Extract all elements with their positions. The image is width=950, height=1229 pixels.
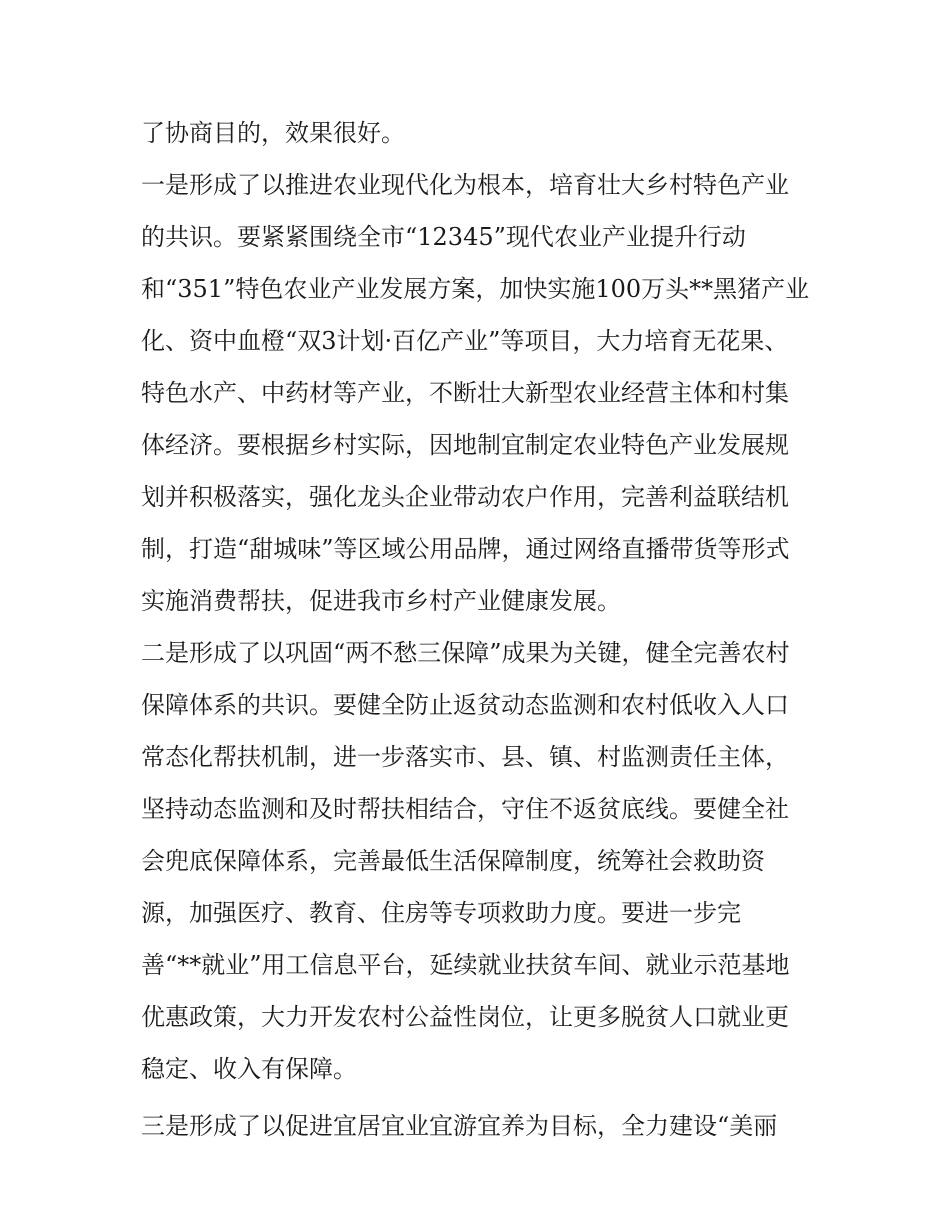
text-line: 优惠政策，大力开发农村公益性岗位，让更多脱贫人口就业更 bbox=[141, 1003, 789, 1031]
text-line: 的共识。要紧紧围绕全市“12345”现代农业产业提升行动 bbox=[141, 223, 746, 251]
text-line: 体经济。要根据乡村实际，因地制宜制定农业特色产业发展规 bbox=[141, 431, 789, 459]
text-line: 常态化帮扶机制，进一步落实市、县、镇、村监测责任主体， bbox=[141, 743, 789, 771]
text-line: 划并积极落实，强化龙头企业带动农户作用，完善利益联结机 bbox=[141, 483, 789, 511]
text-line: 化、资中血橙“双3计划·百亿产业”等项目，大力培育无花果、 bbox=[141, 327, 789, 355]
text-line: 特色水产、中药材等产业，不断壮大新型农业经营主体和村集 bbox=[141, 379, 789, 407]
body-text bbox=[141, 107, 821, 1152]
text-line: 源，加强医疗、教育、住房等专项救助力度。要进一步完 bbox=[141, 899, 741, 927]
text-line: 保障体系的共识。要健全防止返贫动态监测和农村低收入人口 bbox=[141, 691, 789, 719]
text-line: 了协商目的，效果很好。 bbox=[141, 119, 405, 147]
text-line: 会兜底保障体系，完善最低生活保障制度，统筹社会救助资 bbox=[141, 847, 765, 875]
paragraph-3-start: 三是形成了以促进宜居宜业宜游宜养为目标，全力建设“美丽 bbox=[141, 1112, 778, 1140]
text-line: 坚持动态监测和及时帮扶相结合，守住不返贫底线。要健全社 bbox=[141, 795, 789, 823]
paragraph-1-start: 一是形成了以推进农业现代化为根本，培育壮大乡村特色产业 bbox=[141, 171, 789, 199]
text-line: 实施消费帮扶，促进我市乡村产业健康发展。 bbox=[141, 587, 621, 615]
text-line: 稳定、收入有保障。 bbox=[141, 1055, 357, 1083]
text-line: 善“**就业”用工信息平台，延续就业扶贫车间、就业示范基地 bbox=[141, 951, 790, 979]
paragraph-2-start: 二是形成了以巩固“两不愁三保障”成果为关键，健全完善农村 bbox=[141, 639, 790, 667]
text-line: 和“351”特色农业产业发展方案，加快实施100万头**黑猪产业 bbox=[141, 275, 810, 303]
text-line: 制，打造“甜城味”等区域公用品牌，通过网络直播带货等形式 bbox=[141, 535, 790, 563]
